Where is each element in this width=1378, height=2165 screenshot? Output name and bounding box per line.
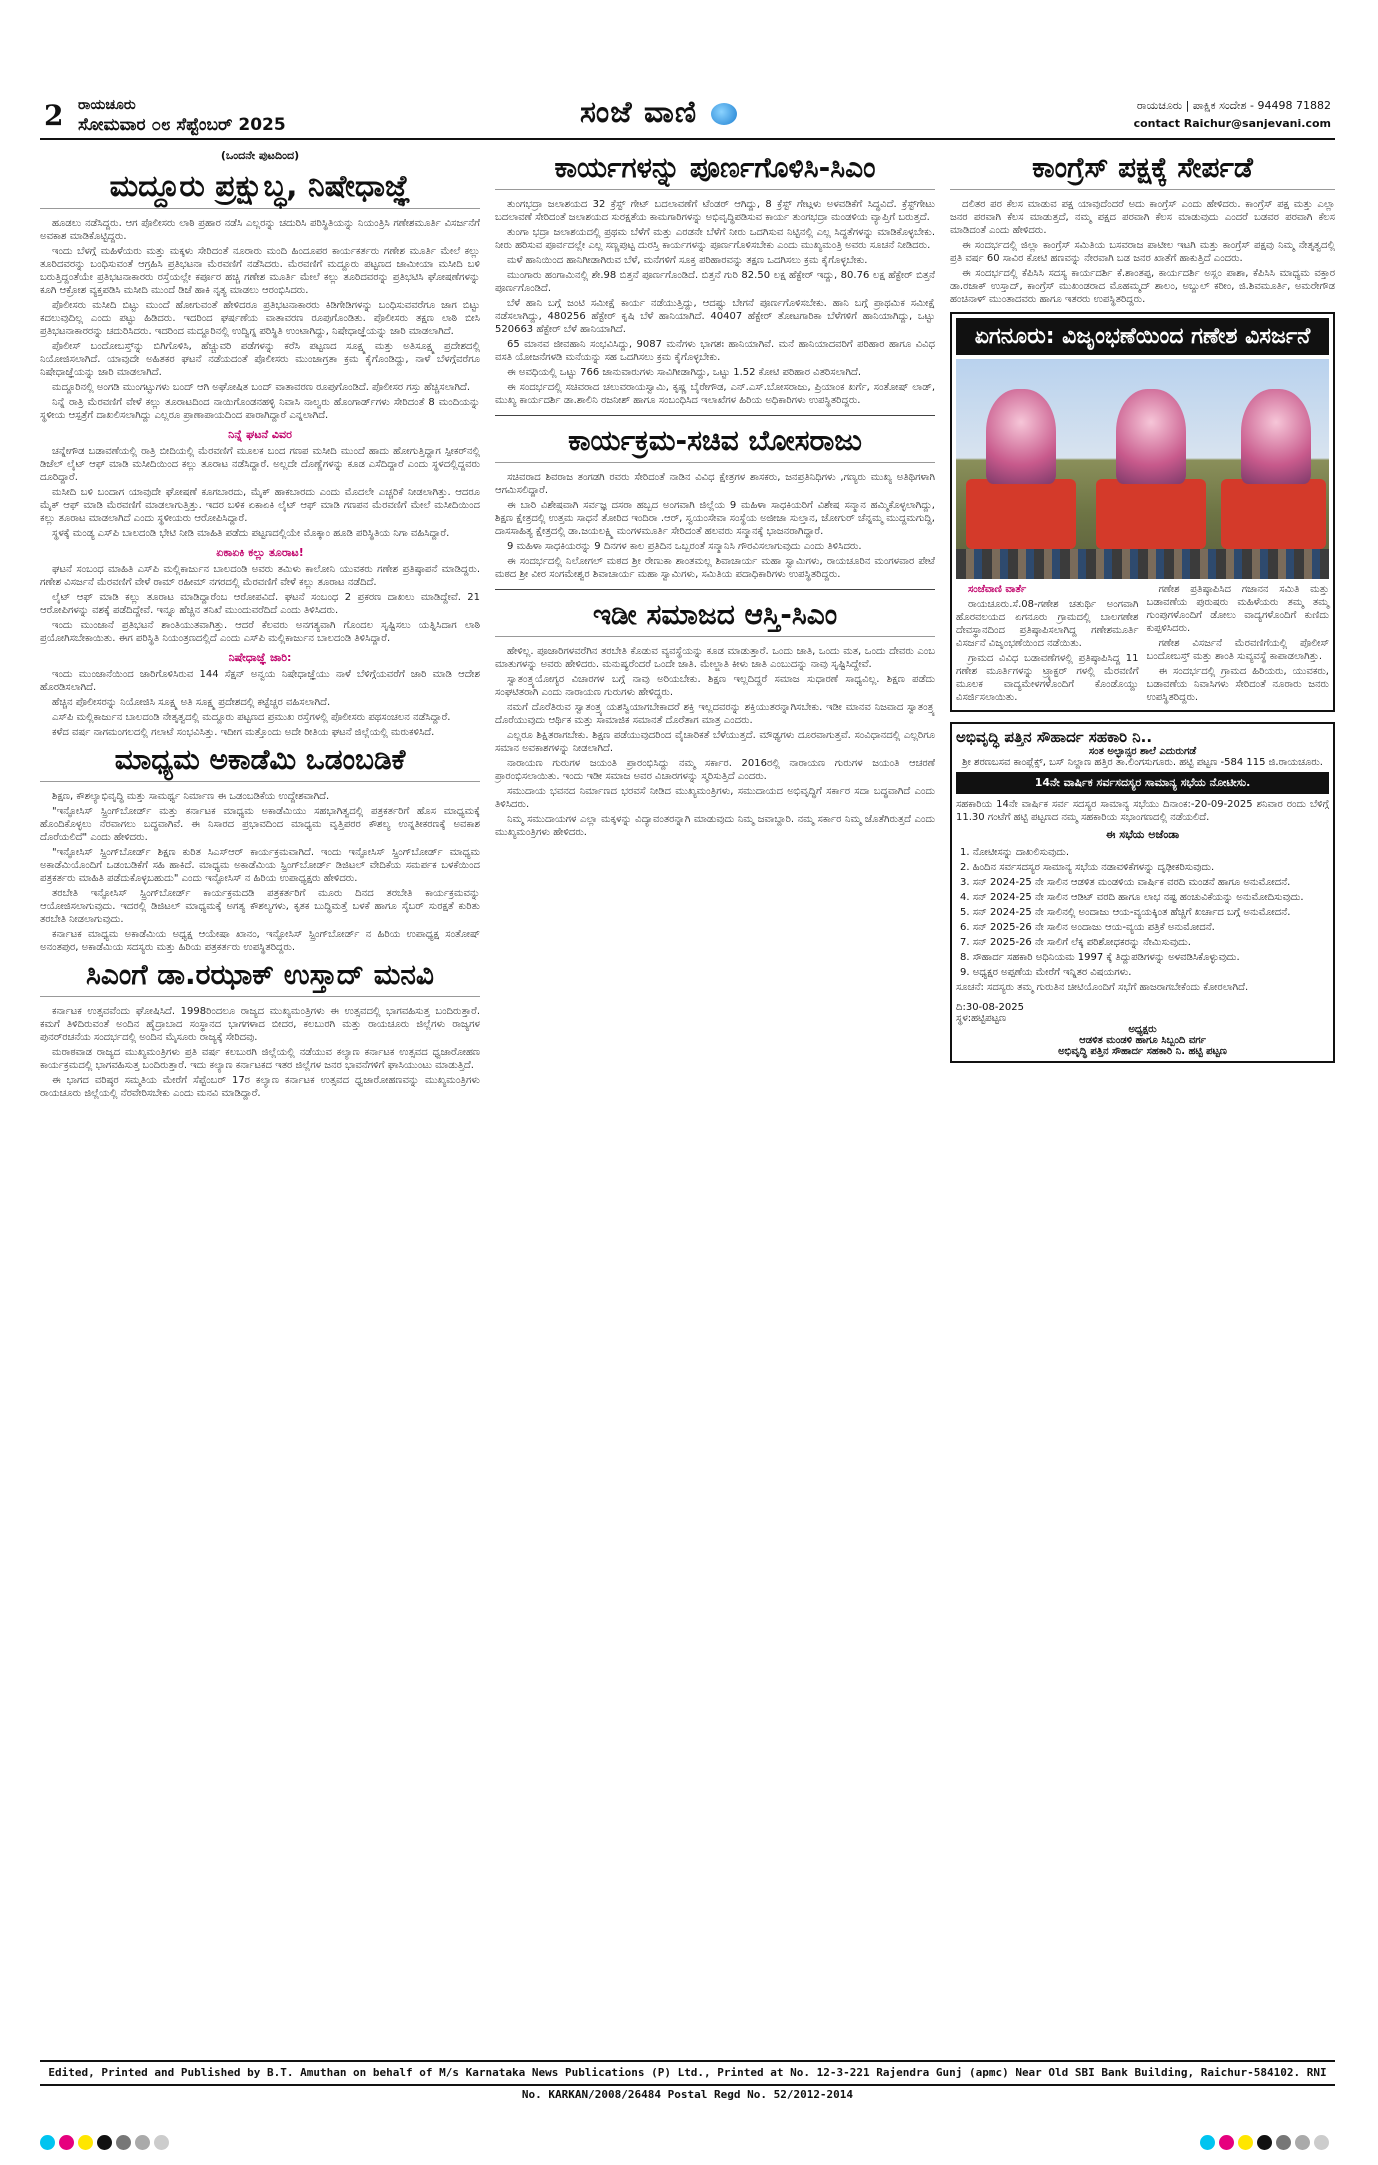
paragraph: ಸಮುದಾಯ ಭವನದ ನಿರ್ಮಾಣದ ಭರವಸೆ ನೀಡಿದ ಮುಖ್ಯಮಂತ್ರಿಗಳು, ಸಮುದಾಯದ ಅಭಿವೃದ್ಧಿಗೆ ಸರ್ಕಾರ ಸದಾ ಬದ್ಧವಾಗಿದೆ ಎಂದು ತಿಳಿಸಿದರು. bbox=[495, 786, 935, 810]
paragraph: ಈ ಸಂದರ್ಭದಲ್ಲಿ ಜಿಲ್ಲಾ ಕಾಂಗ್ರೆಸ್ ಸಮಿತಿಯ ಬಸವರಾಜ ಪಾಟೀಲ ಇಟಗಿ ಮತ್ತು ಕಾಂಗ್ರೆಸ್ ಪಕ್ಷವು ನಿಮ್ಮ ನೇತೃತ್ವದಲ್ಲಿ ಪ್ರತಿ ವರ್ಷ 60 ಸಾವಿರ ಕೋಟಿ ಹಣವನ್ನು ನೇರವಾಗಿ ಬಡ ಜನರ ಖಾತೆಗೆ ಹಾಕುತ್ತಿದೆ ಎಂದರು. bbox=[950, 240, 1335, 264]
paragraph: ಎಸ್‌ಪಿ ಮಲ್ಲಿಕಾರ್ಜುನ ಬಾಲದಂಡಿ ನೇತೃತ್ವದಲ್ಲಿ ಮದ್ದೂರು ಪಟ್ಟಣದ ಪ್ರಮುಖ ರಸ್ತೆಗಳಲ್ಲಿ ಪೊಲೀಸರು ಪಥಸಂಚಲನ ನಡೆಸಿದ್ದಾರೆ. bbox=[52, 712, 451, 723]
paragraph: ಈ ಸಂದರ್ಭದಲ್ಲಿ ನಿಲೋಗಲ್ ಮಠದ ಶ್ರೀ ರೇಣುಕಾ ಶಾಂತಮಲ್ಲ ಶಿವಾಚಾರ್ಯ ಮಹಾ ಸ್ವಾಮಿಗಳು, ರಾಯಚೂರಿನ ಮಂಗಳವಾರ ಪೇಟೆ ಮಠದ ಶ್ರೀ ವೀರ ಸಂಗಮೇಶ್ವರ ಶಿವಾಚಾರ್ಯ ಮಹಾ ಸ್ವಾಮಿಗಳು, ಸಮಿತಿಯ ಪದಾಧಿಕಾರಿಗಳು ಉಪಸ್ಥಿತರಿದ್ದರು. bbox=[495, 556, 935, 580]
swatch-lightgrey bbox=[135, 2135, 150, 2150]
paragraph: ಮುಂಗಾರು ಹಂಗಾಮಿನಲ್ಲಿ ಶೇ.98 ಬಿತ್ತನೆ ಪೂರ್ಣಗೊಂಡಿದೆ. ಬಿತ್ತನೆ ಗುರಿ 82.50 ಲಕ್ಷ ಹೆಕ್ಟೇರ್ ಇದ್ದು, 80.76 ಲಕ್ಷ ಹೆಕ್ಟೇರ್ ಬಿತ್ತನೆ ಪೂರ್ಣಗೊಂಡಿದೆ. bbox=[495, 270, 935, 294]
ganesha-idol-shape bbox=[986, 389, 1056, 484]
swatch-yellow bbox=[1238, 2135, 1253, 2150]
paragraph: ಈ ಬಾರಿ ವಿಶೇಷವಾಗಿ ಸರ್ವಜ್ಞ ದಸರಾ ಹಬ್ಬದ ಅಂಗವಾಗಿ ಜಿಲ್ಲೆಯ 9 ಮಹಿಳಾ ಸಾಧಕಿಯರಿಗೆ ವಿಶೇಷ ಸನ್ಮಾನ ಹಮ್ಮಿಕೊಳ್ಳಲಾಗಿದ್ದು, ಶಿಕ್ಷಣ ಕ್ಷೇತ್ರದಲ್ಲಿ ಉತ್ತಮ ಸಾಧನೆ ತೋರಿದ ಇಂದಿರಾ .ಆರ್, ಸ್ವಯಂಸೇವಾ ಸಂಸ್ಥೆಯ ಅಜೀಜಾ ಸುಲ್ತಾನ, ಜೋಗುರ್ ಚೆನ್ನಮ್ಮ ಮುದ್ದಮಗುದ್ದಿ, ದಾಸಸಾಹಿತ್ಯ ಕ್ಷೇತ್ರದಲ್ಲಿ ಡಾ.ಜಯಲಕ್ಷ್ಮಿ ಮಂಗಳಮೂರ್ತಿ ಸೇರಿದಂತೆ ಹಲವರು ಸನ್ಮಾನಕ್ಕೆ ಭಾಜನರಾಗಿದ್ದಾರೆ. bbox=[495, 500, 935, 537]
signature-title: ಅಧ್ಯಕ್ಷರು bbox=[1128, 1024, 1157, 1035]
paragraph: ಗಣೇಶ ವಿಸರ್ಜನೆ ಮೆರವಣಿಗೆಯಲ್ಲಿ ಪೊಲೀಸ್ ಬಂದೋಬಸ್ತ್ ಮತ್ತು ಶಾಂತಿ ಸುವ್ಯವಸ್ಥೆ ಕಾಪಾಡಲಾಗಿತ್ತು. bbox=[1146, 638, 1329, 662]
headline-complete-works: ಕಾರ್ಯಗಳನ್ನು ಪೂರ್ಣಗೊಳಿಸಿ-ಸಿಎಂ bbox=[495, 151, 935, 190]
paragraph: ಬೆಳೆ ಹಾನಿ ಬಗ್ಗೆ ಜಂಟಿ ಸಮೀಕ್ಷೆ ಕಾರ್ಯ ನಡೆಯುತ್ತಿದ್ದು, ಆದಷ್ಟು ಬೇಗನೆ ಪೂರ್ಣಗೊಳಿಸಬೇಕು. ಹಾನಿ ಬಗ್ಗೆ ಪ್ರಾಥಮಿಕ ಸಮೀಕ್ಷೆ ನಡೆಸಲಾಗಿದ್ದು, 480256 ಹೆಕ್ಟೇರ್ ಕೃಷಿ ಬೆಳೆ ಹಾನಿಯಾಗಿದೆ. 40407 ಹೆಕ್ಟೇರ್ ತೋಟಗಾರಿಕಾ ಬೆಳೆಗಳಿಗೆ ಹಾನಿಯಾಗಿದ್ದು, ಒಟ್ಟು 520663 ಹೆಕ್ಟೇರ್ ಬೆಳೆ ಹಾನಿಯಾಗಿದೆ. bbox=[495, 298, 935, 335]
paragraph: ಕಳೆದ ವರ್ಷ ನಾಗಮಂಗಲದಲ್ಲಿ ಗಲಾಟೆ ಸಂಭವಿಸಿತ್ತು. ಇದೀಗ ಮತ್ತೊಂದು ಅದೇ ರೀತಿಯ ಘಟನೆ ಜಿಲ್ಲೆಯಲ್ಲಿ ಮರುಕಳಿಸಿದೆ. bbox=[52, 727, 435, 738]
notice-sub: ಸಂತ ಅಲ್ಫಾನ್ಸರ ಶಾಲೆ ಎದುರುಗಡೆ bbox=[1088, 746, 1197, 757]
paragraph: ಹೂಡಲು ನಡೆಸಿದ್ದರು. ಆಗ ಪೊಲೀಸರು ಲಾಠಿ ಪ್ರಹಾರ ನಡೆಸಿ ಎಲ್ಲರನ್ನು ಚದುರಿಸಿ ಪರಿಸ್ಥಿತಿಯನ್ನು ನಿಯಂತ್ರಿಸಿ ಗಣೇಶಮೂರ್ತಿ ವಿಸರ್ಜನೆಗೆ ಅವಕಾಶ ಮಾಡಿಕೊಟ್ಟಿದ್ದರು. bbox=[40, 218, 480, 242]
article-congress-joining bbox=[950, 198, 1335, 306]
list-item: 3. ಸನ್ 2024-25 ನೇ ಸಾಲಿನ ಆಡಳಿತ ಮಂಡಳಿಯ ವಾರ್ಷಿಕ ವರದಿ ಮಂಡನೆ ಹಾಗೂ ಅನುಮೋದನೆ. bbox=[960, 877, 1291, 888]
article-complete-works bbox=[495, 198, 935, 407]
headline-media-academy: ಮಾಧ್ಯಮ ಅಕಾಡೆಮಿ ಒಡಂಬಡಿಕೆ bbox=[40, 743, 480, 782]
masthead-city: ರಾಯಚೂರು bbox=[78, 97, 136, 113]
headline-madduru: ಮದ್ದೂರು ಪ್ರಕ್ಷುಬ್ಧ, ನಿಷೇಧಾಜ್ಞೆ bbox=[40, 169, 480, 209]
paragraph: ಪೊಲೀಸರು ಮಸೀದಿ ಬಿಟ್ಟು ಮುಂದೆ ಹೋಗುವಂತೆ ಹೇಳಿದರೂ ಪ್ರತಿಭಟನಾಕಾರರು ಕಿಡಿಗೇಡಿಗಳನ್ನು ಬಂಧಿಸುವವರೆಗೂ ಜಾಗ ಬಿಟ್ಟು ಕದಲುವುದಿಲ್ಲ ಎಂದು ಪಟ್ಟು ಹಿಡಿದರು. ಇದರಿಂದ ಘರ್ಷಣೆಯ ವಾತಾವರಣ ರೂಪುಗೊಂಡಿತು. ಪೊಲೀಸರು ತಕ್ಷಣ ಲಾಠಿ ಬೀಸಿ ಪ್ರತಿಭಟನಾಕಾರರನ್ನು ಚದುರಿಸಿದರು. ಇದರಿಂದ ಮದ್ದೂರಿನಲ್ಲಿ ಉದ್ವಿಗ್ನ ಪರಿಸ್ಥಿತಿ ಉಂಟಾಗಿದ್ದು, ನಿಷೇಧಾಜ್ಞೆಯನ್ನು ಜಾರಿ ಮಾಡಲಾಗಿದೆ. bbox=[40, 300, 480, 337]
masthead-contact-email: contact Raichur@sanjevani.com bbox=[1133, 117, 1331, 130]
swatch-lightgrey bbox=[1295, 2135, 1310, 2150]
paragraph: ತರಬೇತಿ ಇನ್ಫೋಸಿಸ್ ಸ್ಪ್ರಿಂಗ್‌ಬೋರ್ಡ್ ಕಾರ್ಯಕ್ರಮದಡಿ ಪತ್ರಕರ್ತರಿಗೆ ಮೂರು ದಿನದ ತರಬೇತಿ ಕಾರ್ಯಕ್ರಮವನ್ನು ಆಯೋಜಿಸಲಾಗುವುದು. ಇದರಲ್ಲಿ ಡಿಜಿಟಲ್ ಮಾಧ್ಯಮಕ್ಕೆ ಅಗತ್ಯ ಕೌಶಲ್ಯಗಳು, ಕೃತಕ ಬುದ್ಧಿಮತ್ತೆ ಬಳಕೆ ಹಾಗೂ ಸೈಬರ್ ಸುರಕ್ಷತೆ ಕುರಿತು ತರಬೇತಿ ನೀಡಲಾಗುವುದು. bbox=[40, 888, 480, 925]
ganesh-article-left bbox=[956, 583, 1139, 706]
paragraph: ನಾರಾಯಣ ಗುರುಗಳ ಜಯಂತಿ ಪ್ರಾರಂಭಿಸಿದ್ದು ನಮ್ಮ ಸರ್ಕಾರ. 2016ರಲ್ಲಿ ನಾರಾಯಣ ಗುರುಗಳ ಜಯಂತಿ ಆಚರಣೆ ಪ್ರಾರಂಭಿಸಲಾಯಿತು. ಇಂದು ಇಡೀ ಸಮಾಜ ಅವರ ವಿಚಾರಗಳನ್ನು ಸ್ಮರಿಸುತ್ತಿದೆ ಎಂದರು. bbox=[495, 758, 935, 782]
column-right bbox=[950, 147, 1335, 1063]
paragraph: 65 ಮಾನವ ಜೀವಹಾನಿ ಸಂಭವಿಸಿದ್ದು, 9087 ಮನೆಗಳು ಭಾಗಶಃ ಹಾನಿಯಾಗಿವೆ. ಮನೆ ಹಾನಿಯಾದವರಿಗೆ ಪರಿಹಾರ ಹಾಗೂ ವಿವಿಧ ವಸತಿ ಯೋಜನೆಗಳಡಿ ಮನೆಯನ್ನು ಸಹ ಒದಗಿಸಲು ಕ್ರಮ ಕೈಗೊಳ್ಳಬೇಕು. bbox=[495, 339, 935, 363]
swatch-palegrey bbox=[1314, 2135, 1329, 2150]
signature-org: ಆಡಳಿತ ಮಂಡಳಿ ಹಾಗೂ ಸಿಬ್ಬಂದಿ ವರ್ಗ bbox=[1079, 1035, 1206, 1046]
paragraph: ಘಟನೆ ಸಂಬಂಧ ಮಾಹಿತಿ ಎಸ್‌ಪಿ ಮಲ್ಲಿಕಾರ್ಜುನ ಬಾಲದಂಡಿ ಅವರು ತಮಿಳು ಕಾಲೋನಿ ಯುವಕರು ಗಣೇಶ ಪ್ರತಿಷ್ಠಾಪನೆ ಮಾಡಿದ್ದರು. ಗಣೇಶ ವಿಸರ್ಜನೆ ಮೆರವಣಿಗೆ ವೇಳೆ ರಾಮ್ ರಹೀಮ್ ನಗರದಲ್ಲಿ ಮೆರವಣಿಗೆ ವೇಳೆ ಕಲ್ಲು ತೂರಾಟ ನಡೆದಿದೆ. bbox=[40, 564, 480, 588]
notice-agenda-title: ಈ ಸಭೆಯ ಅಜೆಂಡಾ bbox=[1105, 828, 1180, 841]
paragraph: ನಿಮ್ಮ ಸಮುದಾಯಗಳ ಎಲ್ಲಾ ಮಕ್ಕಳನ್ನು ವಿದ್ಯಾವಂತರನ್ನಾಗಿ ಮಾಡುವುದು ನಿಮ್ಮ ಜವಾಬ್ದಾರಿ. ನಮ್ಮ ಸರ್ಕಾರ ನಿಮ್ಮ ಜೊತೆಗಿರುತ್ತದೆ ಎಂದು ಮುಖ್ಯಮಂತ್ರಿಗಳು ಹೇಳಿದರು. bbox=[495, 814, 935, 838]
swatch-black bbox=[97, 2135, 112, 2150]
ganesh-article-right bbox=[1147, 583, 1330, 706]
paragraph: ಮಸೀದಿ ಬಳಿ ಬಂದಾಗ ಯಾವುದೇ ಘೋಷಣೆ ಕೂಗಬಾರದು, ಮೈಕ್ ಹಾಕಬಾರದು ಎಂದು ಮೊದಲೇ ಎಚ್ಚರಿಕೆ ನೀಡಲಾಗಿತ್ತು. ಆದರೂ ಮೈಕ್ ಆಫ್ ಮಾಡಿ ಮೆರವಣಿಗೆ ಮಾಡಲಾಗುತ್ತಿತ್ತು. ಇದರ ಬಳಿಕ ಏಕಾಏಕಿ ಲೈಟ್ ಆಫ್ ಮಾಡಿ ಗಣಪನ ಮೆರವಣಿಗೆ ಮೇಲೆ ಮಸೀದಿಯಿಂದ ಕಲ್ಲು ತೂರಾಟ ಮಾಡಲಾಗಿದೆ ಎಂದು ಸ್ಥಳೀಯರು ಆರೋಪಿಸಿದ್ದಾರೆ. bbox=[40, 487, 480, 524]
paragraph: "ಇನ್ಫೋಸಿಸ್ ಸ್ಪ್ರಿಂಗ್‌ಬೋರ್ಡ್ ಮತ್ತು ಕರ್ನಾಟಕ ಮಾಧ್ಯಮ ಅಕಾಡೆಮಿಯು ಸಹಭಾಗಿತ್ವದಲ್ಲಿ ಪತ್ರಕರ್ತರಿಗೆ ಹೊಸ ಮಾಧ್ಯಮಕ್ಕೆ ಹೊಂದಿಕೊಳ್ಳಲು ನೆರವಾಗಲು ಬದ್ಧವಾಗಿವೆ. ಈ ನಿಸಾರದ ಪ್ರಭಾವದಿಂದ ಮಾಧ್ಯಮ ವೃತ್ತಿಪರರ ಕೌಶಲ್ಯ ಉನ್ನತೀಕರಣಕ್ಕೆ ಅವಕಾಶ ದೊರೆಯಲಿದೆ" ಎಂದು ಹೇಳಿದರು. bbox=[40, 806, 480, 843]
paragraph: ಇಂದು ಮುಂಜಾನೆ ಪ್ರತಿಭಟನೆ ಶಾಂತಿಯುತವಾಗಿತ್ತು. ಆದರೆ ಕೆಲವರು ಅನಗತ್ಯವಾಗಿ ಗೊಂದಲ ಸೃಷ್ಟಿಸಲು ಯತ್ನಿಸಿದಾಗ ಲಾಠಿ ಪ್ರಯೋಗಿಸಬೇಕಾಯಿತು. ಈಗ ಪರಿಸ್ಥಿತಿ ನಿಯಂತ್ರಣದಲ್ಲಿದೆ ಎಂದು ಎಸ್‌ಪಿ ಮಲ್ಲಿಕಾರ್ಜುನ ಬಾಲದಂಡಿ ತಿಳಿಸಿದ್ದಾರೆ. bbox=[40, 620, 480, 644]
paragraph: ಗ್ರಾಮದ ವಿವಿಧ ಬಡಾವಣೆಗಳಲ್ಲಿ ಪ್ರತಿಷ್ಠಾಪಿಸಿದ್ದ 11 ಗಣೇಶ ಮೂರ್ತಿಗಳನ್ನು ಟ್ರ್ಯಾಕ್ಟರ್ ಗಳಲ್ಲಿ ಮೆರವಣಿಗೆ ಮೂಲಕ ವಾದ್ಯಮೇಳಗಳೊಂದಿಗೆ ಕೊಂಡೊಯ್ದು ವಿಸರ್ಜಿಸಲಾಯಿತು. bbox=[956, 653, 1139, 703]
tractor-shape bbox=[966, 479, 1076, 549]
swatch-cyan bbox=[1200, 2135, 1215, 2150]
crowd-shape bbox=[956, 549, 1329, 579]
list-item: 5. ಸನ್ 2024-25 ನೇ ಸಾಲಿನಲ್ಲಿ ಅಂದಾಜು ಆಯ-ವ್ಯಯಕ್ಕಿಂತ ಹೆಚ್ಚಿಗೆ ಖರ್ಚಾದ ಬಗ್ಗೆ ಅನುಮೋದನೆ. bbox=[960, 907, 1291, 918]
paragraph: ದಲಿತರ ಪರ ಕೆಲಸ ಮಾಡುವ ಪಕ್ಷ ಯಾವುದೆಂದರೆ ಅದು ಕಾಂಗ್ರೆಸ್ ಎಂದು ಹೇಳಿದರು. ಕಾಂಗ್ರೆಸ್ ಪಕ್ಷ ಮತ್ತು ಎಲ್ಲಾ ಜನರ ಪರವಾಗಿ ಕೆಲಸ ಮಾಡುತ್ತದೆ, ನಮ್ಮ ಪಕ್ಷದ ಪರವಾಗಿ ಕೆಲಸ ಮಾಡುವುದು ಎಂದರೆ ಬಡವರ ಪರವಾಗಿ ಕೆಲಸ ಮಾಡಿದಂತೆ ಎಂದು ಹೇಳಿದರು. bbox=[950, 199, 1335, 236]
paragraph: ಚನ್ನೇಗೌಡ ಬಡಾವಣೆಯಲ್ಲಿ ರಾತ್ರಿ ಬೀದಿಯಲ್ಲಿ ಮೆರವಣಿಗೆ ಮೂಲಕ ಬಂದ ಗಣಪ ಮಸೀದಿ ಮುಂದೆ ಹಾದು ಹೋಗುತ್ತಿದ್ದಾಗ ಸ್ಪೀಕರ್‌ನಲ್ಲಿ ಡಿಜೆಲ್ ಲೈಟ್ ಆಫ್ ಮಾಡಿ ಮಸೀದಿಯಿಂದ ಕಲ್ಲು ತೂರಾಟ ನಡೆಸಿದ್ದಾರೆ. ಅಲ್ಲದೇ ದೊಣ್ಣೆಗಳನ್ನು ಕೂಡ ಎಸೆದಿದ್ದಾರೆ ಎಂದು ಸ್ಥಳದಲ್ಲಿದ್ದವರು ದೂರಿದ್ದಾರೆ. bbox=[40, 446, 480, 483]
article-media-academy bbox=[40, 790, 480, 954]
paragraph: ಕರ್ನಾಟಕ ಉತ್ಸವವೆಂದು ಘೋಷಿಸಿದೆ. 1998ರಿಂದಲೂ ರಾಜ್ಯದ ಮುಖ್ಯಮಂತ್ರಿಗಳು ಈ ಉತ್ಸವದಲ್ಲಿ ಭಾಗವಹಿಸುತ್ತ ಬಂದಿರುತ್ತಾರೆ. ಕಮಗೆ ತಿಳಿದಿರುವಂತೆ ಅಂದಿನ ಹೈದ್ರಾಬಾದ ಸಂಸ್ಥಾನದ ಭಾಗಗಳಾದ ಬೀದರ, ಕಲಬುರಗಿ ಮತ್ತು ರಾಯಚೂರು ಜಿಲ್ಲೆಗಳು ರಾಜ್ಯಗಳ ಪುನರ್‌ರಚನೆಯ ಸಂದರ್ಭದಲ್ಲಿ ಅಂದಿನ ಮೈಸೂರು ರಾಜ್ಯಕ್ಕೆ ಸೇರಿದವು. bbox=[40, 1006, 480, 1043]
list-item: 9. ಅಧ್ಯಕ್ಷರ ಅಪ್ಪಣೆಯ ಮೇರೆಗೆ ಇನ್ನಿತರ ವಿಷಯಗಳು. bbox=[960, 967, 1132, 978]
paragraph: ಈ ಭಾಗದ ವರಿಷ್ಠರ ಸಮ್ಮತಿಯ ಮೇರೆಗೆ ಸೆಪ್ಟೆಂಬರ್ 17ರ ಕಲ್ಯಾಣ ಕರ್ನಾಟಕ ಉತ್ಸವದ ಧ್ವಜಾರೋಹಣವನ್ನು ಮುಖ್ಯಮಂತ್ರಿಗಳು ರಾಯಚೂರು ಜಿಲ್ಲೆಯಲ್ಲಿ ನೆರವೇರಿಸಬೇಕು ಎಂದು ಮನವಿ ಮಾಡಿದ್ದಾರೆ. bbox=[40, 1075, 480, 1099]
headline-congress-joining: ಕಾಂಗ್ರೆಸ್ ಪಕ್ಷಕ್ಕೆ ಸೇರ್ಪಡೆ bbox=[950, 151, 1335, 190]
newspaper-page bbox=[40, 95, 1335, 2060]
paragraph: ತುಂಗಭದ್ರಾ ಜಲಾಶಯದ 32 ಕ್ರೆಸ್ಟ್ ಗೇಟ್ ಬದಲಾವಣೆಗೆ ಟೆಂಡರ್ ಆಗಿದ್ದು, 8 ಕ್ರೆಸ್ಟ್ ಗೇಟ್ಗಳು ಅಳವಡಿಕೆಗೆ ಸಿದ್ಧವಿದೆ. ಕ್ರೆಸ್ಟ್‌ಗೇಟು ಬದಲಾವಣೆ ಸೇರಿದಂತೆ ಜಲಾಶಯದ ಸುರಕ್ಷತೆಯ ಕಾಮಗಾರಿಗಳನ್ನು ಅಭಿವೃದ್ಧಿಪಡಿಸುವ ಕಾರ್ಯ ತುಂಗಭದ್ರಾ ಮಂಡಳಿಯ ವ್ಯಾಪ್ತಿಗೆ ಬರುತ್ತದೆ. bbox=[495, 199, 935, 223]
notice-place: ಸ್ಥಳ:ಹಟ್ಟಿಪಟ್ಟಣ bbox=[956, 1013, 1007, 1024]
list-item: 4. ಸನ್ 2024-25 ನೇ ಸಾಲಿನ ಆಡಿಟ್ ವರದಿ ಹಾಗೂ ಲಾಭ ನಷ್ಟ ಹಂಚುವಿಕೆಯನ್ನು ಅನುಮೋದಿಸುವುದು. bbox=[960, 892, 1304, 903]
subhead-incident: ನಿನ್ನೆ ಘಟನೆ ವಿವರ bbox=[228, 428, 292, 441]
headline-cm-memorandum: ಸಿಎಂಗೆ ಡಾ.ರಝಾಕ್ ಉಸ್ತಾದ್ ಮನವಿ bbox=[40, 958, 480, 997]
ganesh-procession-photo bbox=[956, 359, 1329, 579]
paragraph: ಸ್ಥಳಕ್ಕೆ ಮಂಡ್ಯ ಎಸ್‌ಪಿ ಬಾಲದಂಡಿ ಭೇಟಿ ನೀಡಿ ಮಾಹಿತಿ ಪಡೆದು ಪಟ್ಟಣದಲ್ಲಿಯೇ ಮೊಕ್ಕಾಂ ಹೂಡಿ ಪರಿಸ್ಥಿತಿಯ ನಿಗಾ ವಹಿಸಿದ್ದಾರೆ. bbox=[52, 528, 450, 539]
paragraph: ಸ್ವಾತಂತ್ರ್ಯಯೋಗ್ಯರ ವಿಚಾರಗಳ ಬಗ್ಗೆ ನಾವು ಅರಿಯಬೇಕು. ಶಿಕ್ಷಣ ಇಲ್ಲದಿದ್ದರೆ ಸಮಾಜ ಸುಧಾರಣೆ ಸಾಧ್ಯವಿಲ್ಲ. ಶಿಕ್ಷಣ ಪಡೆದು ಸಂಘಟಿತರಾಗಿ ಎಂದು ನಾರಾಯಣ ಗುರುಗಳು ಹೇಳಿದ್ದರು. bbox=[495, 674, 935, 698]
article-society-asset bbox=[495, 645, 935, 839]
paragraph: ಇಂದು ಬೆಳಗ್ಗೆ ಮಹಿಳೆಯರು ಮತ್ತು ಮಕ್ಕಳು ಸೇರಿದಂತೆ ನೂರಾರು ಮಂದಿ ಹಿಂದೂಪರ ಕಾರ್ಯಕರ್ತರು ಗಣೇಶ ಮೂರ್ತಿ ಮೇಲೆ ಕಲ್ಲು ತೂರಿದವರನ್ನು ಬಂಧಿಸುವಂತೆ ಆಗ್ರಹಿಸಿ ಪ್ರತಿಭಟನಾ ಮೆರವಣಿಗೆ ನಡೆಸಿದರು. ಮೆರವಣಿಗೆ ಮದ್ದೂರು ಪಟ್ಟಣದ ಜಾಮೀಯಾ ಮಸೀದಿ ಬಳಿ ಬರುತ್ತಿದ್ದಂತೆಯೇ ಪ್ರತಿಭಟನಾಕಾರರು ರಸ್ತೆಯಲ್ಲೇ ಕರ್ಪೂರ ಹಚ್ಚಿ ಗಣೇಶ ಮೂರ್ತಿ ಮೇಲೆ ಕಲ್ಲು ತೂರಿದವರನ್ನು ಪ್ರತಿಭಟಿಸಿ ಘೋಷಣೆಗಳನ್ನು ಕೂಗಿ ಆಕ್ರೋಶ ವ್ಯಕ್ತಪಡಿಸಿ ಮಸೀದಿ ಮುಂದೆ ಡಿಜೆ ಹಾಕಿ ನೃತ್ಯ ಮಾಡಲು ಆರಂಭಿಸಿದರು. bbox=[40, 246, 480, 296]
color-registration-right bbox=[1200, 2135, 1329, 2150]
notice-address: ಶ್ರೀ ಶರಣಬಸವ ಕಾಂಪ್ಲೆಕ್ಸ್, ಬಸ್ ನಿಲ್ದಾಣ ಹತ್ತಿರ ತಾ.ಲಿಂಗಸುಗೂರು. ಹಟ್ಟಿ ಪಟ್ಟಣ -584 115 ಜಿ.ರಾಯಚೂರು. bbox=[962, 757, 1323, 768]
paragraph: ಮದ್ದೂರಿನಲ್ಲಿ ಅಂಗಡಿ ಮುಂಗಟ್ಟುಗಳು ಬಂದ್ ಆಗಿ ಅಘೋಷಿತ ಬಂದ್ ವಾತಾವರಣ ರೂಪುಗೊಂಡಿದೆ. ಪೊಲೀಸರ ಗಸ್ತು ಹೆಚ್ಚಿಸಲಾಗಿದೆ. bbox=[52, 382, 471, 393]
list-item: 1. ನೋಟೀಸನ್ನು ದಾಖಲಿಸುವುದು. bbox=[960, 847, 1070, 858]
paragraph: ಪೊಲೀಸ್ ಬಂದೋಬಸ್ತ್‌ನ್ನು ಬಿಗಿಗೊಳಿಸಿ, ಹೆಚ್ಚುವರಿ ಪಡೆಗಳನ್ನು ಕರೆಸಿ ಪಟ್ಟಣದ ಸೂಕ್ಷ್ಮ ಮತ್ತು ಅತಿಸೂಕ್ಷ್ಮ ಪ್ರದೇಶದಲ್ಲಿ ನಿಯೋಜಿಸಲಾಗಿದೆ. ಯಾವುದೇ ಅಹಿತಕರ ಘಟನೆ ನಡೆಯದಂತೆ ಪೊಲೀಸರು ಮುಂಜಾಗ್ರತಾ ಕ್ರಮ ಕೈಗೊಂಡಿದ್ದು, ನಾಳೆ ಬೆಳಗ್ಗೆವರೆಗೂ ನಿಷೇಧಾಜ್ಞೆಯನ್ನು ಜಾರಿ ಮಾಡಲಾಗಿದೆ. bbox=[40, 341, 480, 378]
paragraph: ಶಿಕ್ಷಣ, ಕೌಶಲ್ಯಾಭಿವೃದ್ಧಿ ಮತ್ತು ಸಾಮರ್ಥ್ಯ ನಿರ್ಮಾಣ ಈ ಒಡಂಬಡಿಕೆಯ ಉದ್ದೇಶವಾಗಿದೆ. bbox=[52, 791, 330, 802]
paragraph: ಎಲ್ಲರೂ ಶಿಕ್ಷಿತರಾಗಬೇಕು. ಶಿಕ್ಷಣ ಪಡೆಯುವುದರಿಂದ ವೈಚಾರಿಕತೆ ಬೆಳೆಯುತ್ತದೆ. ಮೌಢ್ಯಗಳು ದೂರವಾಗುತ್ತವೆ. ಸಂವಿಧಾನದಲ್ಲಿ ಎಲ್ಲರಿಗೂ ಸಮಾನ ಅವಕಾಶಗಳನ್ನು ನೀಡಲಾಗಿದೆ. bbox=[495, 730, 935, 754]
article-stone-pelting bbox=[40, 563, 480, 645]
column-left bbox=[40, 147, 480, 1102]
masthead-date: ಸೋಮವಾರ ೦೮ ಸೆಪ್ಟೆಂಬರ್ 2025 bbox=[78, 115, 286, 135]
paragraph: ತುಂಗಾ ಭದ್ರಾ ಜಲಾಶಯದಲ್ಲಿ ಪ್ರಥಮ ಬೆಳೆಗೆ ಮತ್ತು ಎರಡನೇ ಬೆಳೆಗೆ ನೀರು ಒದಗಿಸುವ ನಿಟ್ಟಿನಲ್ಲಿ ಎಲ್ಲ ಸಿದ್ಧತೆಗಳನ್ನು ಮಾಡಿಕೊಳ್ಳಬೇಕು. ನೀರು ಹರಿಸುವ ಪೂರ್ವದಲ್ಲೇ ಎಲ್ಲ ಸಣ್ಣಪುಟ್ಟ ದುರಸ್ತಿ ಕಾರ್ಯಗಳನ್ನು ಪೂರ್ಣಗೊಳಿಸಬೇಕು ಎಂದು ಮುಖ್ಯಮಂತ್ರಿ ಅವರು ಸೂಚನೆ ನೀಡಿದರು. bbox=[495, 227, 935, 251]
page-number: 2 bbox=[44, 99, 64, 132]
agm-notice-box bbox=[950, 722, 1335, 1063]
list-item: 2. ಹಿಂದಿನ ಸರ್ವಸದಸ್ಯರ ಸಾಮಾನ್ಯ ಸಭೆಯ ನಡಾವಳಿಕೆಗಳನ್ನು ದೃಢೀಕರಿಸುವುದು. bbox=[960, 862, 1215, 873]
ganesh-visarjan-box bbox=[950, 312, 1335, 712]
imprint-footer: Edited, Printed and Published by B.T. Amuthan on behalf of M/s Karnataka News Publications (P) Ltd., Printed at No. 12-3-221 Rajendra Gunj (apmc) Near Old SBI Bank Building, Raichur-584102. RNI No. KARKAN/2008/26484 Postal Regd No. 52/2012-2014 bbox=[40, 2060, 1335, 2086]
logo-text: ಸಂಜೆ ವಾಣಿ bbox=[580, 95, 698, 130]
swatch-magenta bbox=[1219, 2135, 1234, 2150]
continued-label: (ಒಂದನೇ ಪುಟದಿಂದ) bbox=[220, 149, 300, 162]
swatch-magenta bbox=[59, 2135, 74, 2150]
paragraph: ಮರಾಠವಾಡ ರಾಜ್ಯದ ಮುಖ್ಯಮಂತ್ರಿಗಳು ಪ್ರತಿ ವರ್ಷ ಕಲಬುರಗಿ ಜಿಲ್ಲೆಯಲ್ಲಿ ನಡೆಯುವ ಕಲ್ಯಾಣ ಕರ್ನಾಟಕ ಉತ್ಸವದ ಧ್ವಜಾರೋಹಣ ಕಾರ್ಯಕ್ರಮದಲ್ಲಿ ಭಾಗವಹಿಸುತ್ತ ಬಂದಿರುತ್ತಾರೆ. ಇದು ಕಲ್ಯಾಣ ಕರ್ನಾಟಕದ ಇತರ ಜಿಲ್ಲೆಗಳ ಜನರ ಭಾವನೆಗಳಿಗೆ ಘಾಸಿಯುಂಟು ಮಾಡುತ್ತಿದೆ. bbox=[40, 1047, 480, 1071]
color-registration-left bbox=[40, 2135, 169, 2150]
ganesha-idol-shape bbox=[1241, 389, 1311, 484]
masthead-contact-phone: ರಾಯಚೂರು | ಪಾಕ್ಷಿಕ ಸಂದೇಶ - 94498 71882 bbox=[1136, 99, 1331, 112]
list-item: 7. ಸನ್ 2025-26 ನೇ ಸಾಲಿಗೆ ಲೆಕ್ಕ ಪರಿಶೋಧಕರನ್ನು ನೇಮಿಸುವುದು. bbox=[960, 937, 1191, 948]
paragraph: ಸಚಿವರಾದ ಶಿವರಾಜ ತಂಗಡಗಿ ರವರು ಸೇರಿದಂತೆ ನಾಡಿನ ವಿವಿಧ ಕ್ಷೇತ್ರಗಳ ಶಾಸಕರು, ಜನಪ್ರತಿನಿಧಿಗಳು ,ಗಣ್ಯರು ಮುಖ್ಯ ಅತಿಥಿಗಳಾಗಿ ಆಗಮಿಸಲಿದ್ದಾರೆ. bbox=[495, 472, 935, 496]
article-incident bbox=[40, 445, 480, 540]
paragraph: 9 ಮಹಿಳಾ ಸಾಧಕಿಯರನ್ನು 9 ದಿನಗಳ ಕಾಲ ಪ್ರತಿದಿನ ಒಬ್ಬರಂತೆ ಸನ್ಮಾನಿಸಿ ಗೌರವಿಸಲಾಗುವುದು ಎಂದು ತಿಳಿಸಿದರು. bbox=[507, 541, 862, 552]
paragraph: ಮಳೆ ಹಾನಿಯಿಂದ ಹಾನಿಗೀಡಾಗಿರುವ ಬೆಳೆ, ಮನೆಗಳಿಗೆ ಸೂಕ್ತ ಪರಿಹಾರವನ್ನು ತಕ್ಷಣ ಒದಗಿಸಲು ಕ್ರಮ ಕೈಗೊಳ್ಳಬೇಕು. bbox=[507, 255, 868, 266]
headline-minister-bosaraju: ಕಾರ್ಯಕ್ರಮ-ಸಚಿವ ಬೋಸರಾಜು bbox=[495, 424, 935, 463]
notice-intro: ಸಹಕಾರಿಯ 14ನೇ ವಾರ್ಷಿಕ ಸರ್ವ ಸದಸ್ಯರ ಸಾಮಾನ್ಯ ಸಭೆಯು ದಿನಾಂಕ:-20-09-2025 ಶನಿವಾರ ರಂದು ಬೆಳಿಗ್ಗೆ 11.30 ಗಂಟೆಗೆ ಹಟ್ಟಿ ಪಟ್ಟಣದ ನಮ್ಮ ಸಹಕಾರಿಯ ಸಭಾಂಗಣದಲ್ಲಿ ನಡೆಯಲಿದೆ. bbox=[956, 799, 1329, 823]
byline: ಸಂಜೆವಾಣಿ ವಾರ್ತೆ bbox=[968, 584, 1027, 595]
paragraph: ಗಣೇಶ ಪ್ರತಿಷ್ಠಾಪಿಸಿದ ಗಜಾನನ ಸಮಿತಿ ಮತ್ತು ಬಡಾವಣೆಯ ಪುರುಷರು ಮಹಿಳೆಯರು ತಮ್ಮ ತಮ್ಮ ಗುಂಪುಗಳೊಂದಿಗೆ ಡೋಲು ವಾದ್ಯಗಳೊಂದಿಗೆ ಕುಣಿದು ಕುಪ್ಪಳಿಸಿದರು. bbox=[1146, 584, 1329, 634]
notice-note: ಸೂಚನೆ: ಸದಸ್ಯರು ತಮ್ಮ ಗುರುತಿನ ಚೀಟಿಯೊಂದಿಗೆ ಸಭೆಗೆ ಹಾಜರಾಗಬೇಕೆಂದು ಕೋರಲಾಗಿದೆ. bbox=[956, 982, 1249, 993]
ganesha-idol-shape bbox=[1116, 389, 1186, 484]
tractor-shape bbox=[1221, 479, 1326, 549]
swatch-black bbox=[1257, 2135, 1272, 2150]
paragraph: ಈ ಸಂದರ್ಭದಲ್ಲಿ ಸಚಿವರಾದ ಚಲುವರಾಯಸ್ವಾಮಿ, ಕೃಷ್ಣ ಬೈರೇಗೌಡ, ಎನ್.ಎಸ್.ಬೋಸರಾಜು, ಪ್ರಿಯಾಂಕ ಖರ್ಗೆ, ಸಂತೋಷ್ ಲಾಡ್, ಮುಖ್ಯ ಕಾರ್ಯದರ್ಶಿ ಡಾ.ಶಾಲಿನಿ ರಜನೀಶ್ ಹಾಗೂ ಸಂಬಂಧಿಸಿದ ಇಲಾಖೆಗಳ ಹಿರಿಯ ಅಧಿಕಾರಿಗಳು ಉಪಸ್ಥಿತರಿದ್ದರು. bbox=[495, 382, 935, 406]
column-middle bbox=[495, 147, 935, 841]
signature-org2: ಅಭಿವೃದ್ಧಿ ಪತ್ತಿನ ಸೌಹಾರ್ದ ಸಹಕಾರಿ ನಿ. ಹಟ್ಟಿ ಪಟ್ಟಣ bbox=[1058, 1046, 1227, 1057]
tractor-shape bbox=[1096, 479, 1206, 549]
ganesh-article-columns bbox=[956, 583, 1329, 706]
swatch-grey bbox=[1276, 2135, 1291, 2150]
ganesh-headline: ಏಗನೂರು: ವಿಜೃಂಭಣೆಯಿಂದ ಗಣೇಶ ವಿಸರ್ಜನೆ bbox=[956, 318, 1329, 355]
swatch-grey bbox=[116, 2135, 131, 2150]
notice-title-bar: 14ನೇ ವಾರ್ಷಿಕ ಸರ್ವಸದಸ್ಯರ ಸಾಮಾನ್ಯ ಸಭೆಯ ನೋಟೀಸು. bbox=[956, 772, 1329, 794]
article-prohibitory bbox=[40, 668, 480, 739]
divider bbox=[495, 589, 935, 590]
article-cm-memorandum bbox=[40, 1005, 480, 1100]
notice-agenda-list bbox=[956, 846, 1329, 979]
subhead-prohibitory: ನಿಷೇಧಾಜ್ಞೆ ಜಾರಿ: bbox=[228, 651, 292, 664]
article-minister-bosaraju bbox=[495, 471, 935, 581]
paragraph: ಈ ಅವಧಿಯಲ್ಲಿ ಒಟ್ಟು 766 ಜಾನುವಾರುಗಳು ಸಾವಿಗೀಡಾಗಿದ್ದು, ಒಟ್ಟು 1.52 ಕೋಟಿ ಪರಿಹಾರ ವಿತರಿಸಲಾಗಿದೆ. bbox=[507, 367, 862, 378]
list-item: 6. ಸನ್ 2025-26 ನೇ ಸಾಲಿನ ಅಂದಾಜು ಆಯ-ವ್ಯಯ ಪತ್ರಿಕೆ ಅನುಮೋದನೆ. bbox=[960, 922, 1215, 933]
swatch-yellow bbox=[78, 2135, 93, 2150]
paragraph: ಈ ಸಂದರ್ಭದಲ್ಲಿ ಕೆಪಿಸಿಸಿ ಸದಸ್ಯ ಕಾರ್ಯದರ್ಶಿ ಕೆ.ಶಾಂತಪ್ಪ, ಕಾರ್ಯದರ್ಶಿ ಅಸ್ಲಂ ಪಾಶಾ, ಕೆಪಿಸಿಸಿ ಮಾಧ್ಯಮ ವಕ್ತಾರ ಡಾ.ರಜಾಕ್ ಉಸ್ತಾದ್, ಕಾಂಗ್ರೆಸ್ ಮುಖಂಡರಾದ ಮೊಹಮ್ಮದ್ ಶಾಲಂ, ಅಬ್ದುಲ್ ಕರೀಂ, ಜಿ.ಶಿವಮೂರ್ತಿ, ಅಮರೇಗೌಡ ಹಂಚಿನಾಳ್ ಮುಂತಾದವರು ಹಾಗೂ ಇತರರು ಉಪಸ್ಥಿತರಿದ್ದರು. bbox=[950, 268, 1335, 305]
notice-org-name: ಅಭಿವೃದ್ಧಿ ಪತ್ತಿನ ಸೌಹಾರ್ದ ಸಹಕಾರಿ ನಿ.. bbox=[956, 728, 1153, 746]
paragraph: ರಾಯಚೂರು.ಸೆ.08-ಗಣೇಶ ಚತುರ್ಥಿ ಅಂಗವಾಗಿ ಹೊರವಲಯದ ಏಗನೂರು ಗ್ರಾಮದಲ್ಲಿ ಬಾಲಗಣೇಶ ದೇವಸ್ಥಾನದಿಂದ ಪ್ರತಿಷ್ಠಾಪಿಸಲಾಗಿದ್ದ ಗಣೇಶಮೂರ್ತಿ ವಿಸರ್ಜನೆ ವಿಜೃಂಭಣೆಯಿಂದ ನಡೆಯಿತು. bbox=[956, 599, 1139, 649]
swatch-palegrey bbox=[154, 2135, 169, 2150]
paragraph: ಈ ಸಂದರ್ಭದಲ್ಲಿ ಗ್ರಾಮದ ಹಿರಿಯರು, ಯುವಕರು, ಬಡಾವಣೆಯ ನಿವಾಸಿಗಳು ಸೇರಿದಂತೆ ನೂರಾರು ಜನರು ಉಪಸ್ಥಿತರಿದ್ದರು. bbox=[1146, 666, 1329, 703]
paragraph: ಕರ್ನಾಟಕ ಮಾಧ್ಯಮ ಅಕಾಡೆಮಿಯ ಅಧ್ಯಕ್ಷ ಆಯೇಷಾ ಖಾನಂ, ಇನ್ಫೋಸಿಸ್ ಸ್ಪ್ರಿಂಗ್‌ಬೋರ್ಡ್ ನ ಹಿರಿಯ ಉಪಾಧ್ಯಕ್ಷ ಸಂತೋಷ್ ಅನಂತಪುರ, ಅಕಾಡೆಮಿಯ ಸದಸ್ಯರು ಮತ್ತು ಹಿರಿಯ ಪತ್ರಕರ್ತರು ಉಪಸ್ಥಿತರಿದ್ದರು. bbox=[40, 929, 480, 953]
paragraph: ಲೈಟ್ ಆಫ್ ಮಾಡಿ ಕಲ್ಲು ತೂರಾಟ ಮಾಡಿದ್ದಾರೆಂಬ ಆರೋಪವಿದೆ. ಘಟನೆ ಸಂಬಂಧ 2 ಪ್ರಕರಣ ದಾಖಲು ಮಾಡಿದ್ದೇವೆ. 21 ಆರೋಪಿಗಳನ್ನು ವಶಕ್ಕೆ ಪಡೆದಿದ್ದೇವೆ. ಇನ್ನೂ ಹೆಚ್ಚಿನ ತನಿಖೆ ಮುಂದುವರೆದಿದೆ ಎಂದು ತಿಳಿಸಿದರು. bbox=[40, 592, 480, 616]
swatch-cyan bbox=[40, 2135, 55, 2150]
notice-signature bbox=[956, 1002, 1329, 1057]
notice-date: ದಿ:30-08-2025 bbox=[956, 1002, 1024, 1013]
list-item: 8. ಸೌಹಾರ್ದ ಸಹಕಾರಿ ಅಧಿನಿಯಮ 1997 ಕ್ಕೆ ತಿದ್ದುಪಡಿಗಳನ್ನು ಅಳವಡಿಸಿಕೊಳ್ಳುವುದು. bbox=[960, 952, 1240, 963]
paragraph: "ಇನ್ಫೋಸಿಸ್ ಸ್ಪ್ರಿಂಗ್‌ಬೋರ್ಡ್ ಶಿಕ್ಷಣ ಕುರಿತ ಸಿಎಸ್‌ಆರ್ ಕಾರ್ಯಕ್ರಮವಾಗಿದೆ. ಇಂದು ಇನ್ಫೋಸಿಸ್ ಸ್ಪ್ರಿಂಗ್‌ಬೋರ್ಡ್ ಮಾಧ್ಯಮ ಅಕಾಡೆಮಿಯೊಂದಿಗೆ ಒಡಂಬಡಿಕೆಗೆ ಸಹಿ ಹಾಕಿದೆ. ಮಾಧ್ಯಮ ಅಕಾಡೆಮಿಯ ಸ್ಪ್ರಿಂಗ್‌ಬೋರ್ಡ್ ಡಿಜಿಟಲ್ ವೇದಿಕೆಯ ಸಮರ್ಪಕ ಬಳಕೆಯಿಂದ ಪತ್ರಕರ್ತರು ಮಾಹಿತಿ ಪಡೆದುಕೊಳ್ಳಬಹುದು" ಎಂದು ಇನ್ಫೋಸಿಸ್ ನ ಹಿರಿಯ ಉಪಾಧ್ಯಕ್ಷರು ಹೇಳಿದರು. bbox=[40, 847, 480, 884]
paragraph: ಇಂದು ಮುಂಜಾನೆಯಿಂದ ಜಾರಿಗೊಳಿಸಿರುವ 144 ಸೆಕ್ಷನ್ ಅನ್ವಯ ನಿಷೇಧಾಜ್ಞೆಯು ನಾಳೆ ಬೆಳಿಗ್ಗೆಯವರೆಗೆ ಜಾರಿ ಮಾಡಿ ಆದೇಶ ಹೊರಡಿಸಲಾಗಿದೆ. bbox=[40, 669, 480, 693]
article-madduru bbox=[40, 217, 480, 422]
subhead-stone-pelting: ಏಕಾಏಕಿ ಕಲ್ಲು ತೂರಾಟ! bbox=[216, 546, 304, 559]
paragraph: ಹೆಚ್ಚಿನ ಪೊಲೀಸರನ್ನು ನಿಯೋಜಿಸಿ ಸೂಕ್ಷ್ಮ ಅತಿ ಸೂಕ್ಷ್ಮ ಪ್ರದೇಶದಲ್ಲಿ ಕಟ್ಟೆಚ್ಚರ ವಹಿಸಲಾಗಿದೆ. bbox=[52, 697, 331, 708]
paragraph: ಹೇಳಿಲ್ಲ. ಪೂಜಾರಿಗಳವರೆಗಿನ ತರಬೇತಿ ಕೊಡುವ ವ್ಯವಸ್ಥೆಯನ್ನು ಕೂಡ ಮಾಡುತ್ತಾರೆ. ಒಂದು ಜಾತಿ, ಒಂದು ಮತ, ಒಂದು ದೇವರು ಎಂಬ ಮಾತುಗಳನ್ನು ಅವರು ಹೇಳಿದರು. ಮನುಷ್ಯರೆಂದರೆ ಒಂದೇ ಜಾತಿ. ಮೇಲ್ಜಾತಿ ಕೀಳು ಜಾತಿ ಎಂಬುದನ್ನು ನಾವು ಸೃಷ್ಟಿಸಿದ್ದೇವೆ. bbox=[495, 646, 935, 670]
paragraph: ನಿನ್ನೆ ರಾತ್ರಿ ಮೆರವಣಿಗೆ ವೇಳೆ ಕಲ್ಲು ತೂರಾಟದಿಂದ ನಾಯಿಗೊಂಡನಹಳ್ಳಿ ನಿವಾಸಿ ನಾಲ್ವರು ಹೊಂಗಾರ್ಡ್‌ಗಳು ಸೇರಿದಂತೆ 8 ಮಂದಿಯನ್ನು ಸ್ಥಳೀಯ ಆಸ್ಪತ್ರೆಗೆ ದಾಖಲಿಸಲಾಗಿದ್ದು ಎಲ್ಲರೂ ಪ್ರಾಣಾಪಾಯದಿಂದ ಪಾರಾಗಿದ್ದಾರೆ ಎನ್ನಲಾಗಿದೆ. bbox=[40, 397, 480, 421]
headline-society-asset: ಇಡೀ ಸಮಾಜದ ಆಸ್ತಿ-ಸಿಎಂ bbox=[495, 598, 935, 637]
paragraph: ನಮಗೆ ದೊರೆತಿರುವ ಸ್ವಾತಂತ್ರ್ಯ ಯಶಸ್ವಿಯಾಗಬೇಕಾದರೆ ಶಕ್ತಿ ಇಲ್ಲದವರನ್ನು ಶಕ್ತಿಯುತರನ್ನಾಗಿಸಬೇಕು. ಇಡೀ ಮಾನವ ನಿಜವಾದ ಸ್ವಾತಂತ್ರ್ಯ ದೊರೆಯುವುದು ಆರ್ಥಿಕ ಮತ್ತು ಸಾಮಾಜಿಕ ಸಮಾನತೆ ದೊರೆತಾಗ ಮಾತ್ರ ಎಂದರು. bbox=[495, 702, 935, 726]
divider bbox=[495, 415, 935, 416]
